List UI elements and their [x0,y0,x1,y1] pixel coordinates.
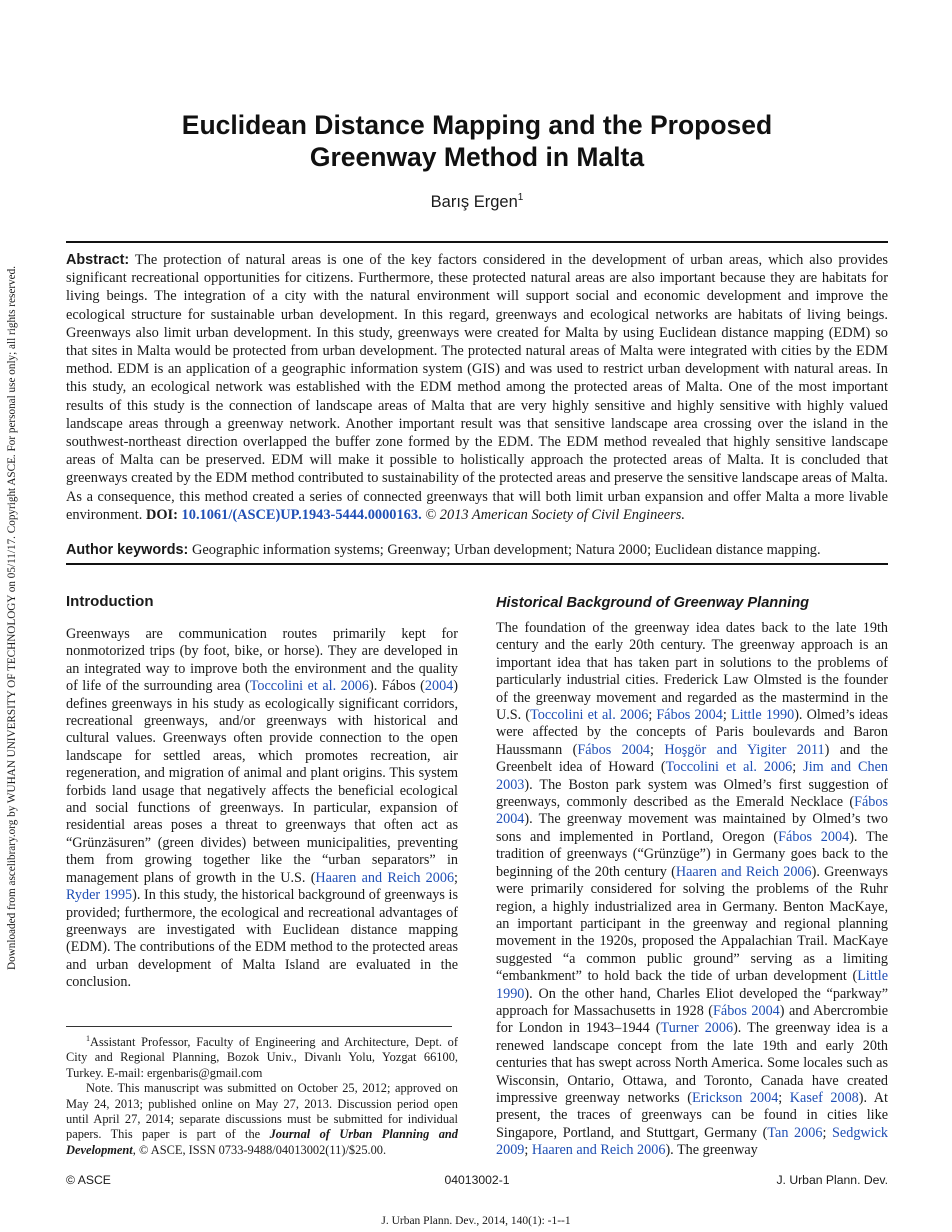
intro-text: ) defines greenways in his study as ecologically significant corridors, recreational greenways, and/or greenways with historical and cultural values. Greenways often provide connection to the open landscape for settled areas, which promotes recreation, air regeneration, and migration of animal and plant origins. This system forbids land usage that negatively affects the beneficial ecological and social functions of greenways. In particular, expansion of residential areas poses a threat to greenways that often act as “Grünzäsuren” (green divides) between municipalities, preventing them from growing together like the “urban separators” in management plans of growth in the U.S. ( [66,678,458,886]
intro-text: ). Fábos ( [368,678,425,695]
introduction-paragraph [66,626,458,992]
footnote-divider [66,1026,452,1027]
citation-link[interactable]: Little 1990 [496,968,888,1002]
doi-link[interactable]: 10.1061/(ASCE)UP.1943-5444.0000163. [181,506,422,523]
author [66,192,888,212]
history-text: ). The greenway movement was maintained by Olmed’s two sons and implemented in Portland, Oregon ( [496,811,888,845]
title-line-2: Greenway Method in Malta [309,142,645,172]
history-text: ) and Abercrombie for London in 1943–1944 ( [496,1002,888,1037]
history-text: ). At present, the traces of greenways can be found in cities like Singapore, Portland, and Stuttgart, Germany ( [496,1089,888,1141]
keywords-label: Author keywords: [66,542,189,558]
download-notice [0,0,20,1232]
citation-link[interactable]: Haaren and Reich 2006 [675,863,812,880]
historical-background-paragraph [496,620,888,1160]
citation-link[interactable]: Haaren and Reich 2006 [531,1142,666,1159]
historical-background-heading: Historical Background of Greenway Planning [496,595,810,611]
download-notice-text: Downloaded from ascelibrary.org by WUHAN UNIVERSITY OF TECHNOLOGY on 05/11/17. Copyright ASCE. For personal use only; all rights reserved. [6,266,18,970]
author-name: Barış Ergen [430,193,518,211]
citation-link[interactable]: Hoşgör and Yigiter 2011 [664,741,825,758]
paper-title [66,109,888,173]
citation-link[interactable]: Toccolini et al. 2006 [665,759,793,776]
history-text: ). The greenway idea is a renewed landscape concept from the late 19th and early 20th centuries that has swept across North America. Some locales such as Wisconsin, Ontario, Ottawa, and Toronto, Canada have created impressive greenway networks ( [496,1020,888,1106]
intro-text: ; [454,869,458,886]
history-text: ; [650,741,665,758]
citation-link[interactable]: Little 1990 [730,707,795,724]
citation-link[interactable]: Fábos 2004 [778,828,850,845]
history-text: ; [648,707,657,724]
keywords-divider [66,563,888,565]
citation-link[interactable]: Ryder 1995 [66,887,133,904]
submission-note [66,1081,458,1158]
footnote-text: Assistant Professor, Faculty of Engineering and Architecture, Dept. of City and Regional Planning, Bozok Univ., Divanlı Yolu, Yozgat 66100, Turkey. E-mail: ergenbaris@gmail.com [66,1035,458,1080]
top-divider [66,241,888,243]
citation-link[interactable]: 2004 [424,678,454,695]
citation-link[interactable]: Turner 2006 [660,1020,734,1037]
citation-link[interactable]: Fábos 2004 [656,707,723,724]
footnote-mark: 1 [86,1034,90,1043]
history-text: ). On the other hand, Charles Eliot developed the “parkway” approach for Massachusetts in 1928 ( [496,985,888,1019]
citation-link[interactable]: Erickson 2004 [691,1089,779,1106]
citation-link[interactable]: Tan 2006 [767,1124,823,1141]
keywords-text: Geographic information systems; Greenway; Urban development; Natura 2000; Euclidean distance mapping. [191,542,821,558]
citation-link[interactable]: Sedgwick 2009 [496,1124,888,1159]
citation-link[interactable]: Kasef 2008 [789,1089,859,1106]
history-text: ). The greenway [665,1142,758,1159]
history-text: ; [778,1089,790,1106]
title-line-1: Euclidean Distance Mapping and the Proposed [181,110,773,140]
history-text: ; [722,707,731,724]
intro-text: ). In this study, the historical background of greenways is provided; furthermore, the ecological and recreational advantages of greenways are investigated with Euclidean distance mapping (EDM). The contributions of the EDM method to the protected areas and urban development of Malta Island are evaluated in the conclusion. [66,887,458,991]
bottom-citation: J. Urban Plann. Dev., 2014, 140(1): -1--1 [381,1215,571,1227]
history-text: ). Greenways were primarily considered for solving the problems of the Ruhr region, a highly industrialized area in Germany. Benton MacKaye, an important participant in the greenway and regional planning movement in the 1920s, proposed the Appalachian Trail. MacKaye suggested “a common public ground” serving as a limiting “embankment” to hold back the tide of urban development ( [496,863,888,985]
citation-link[interactable]: Jim and Chen 2003 [496,759,889,793]
footnotes [66,1031,458,1158]
history-text: ; [792,759,804,776]
citation-link[interactable]: Fábos 2004 [496,794,888,828]
footer-copyright: © ASCE [66,1173,111,1187]
author-affiliation-mark: 1 [517,192,524,203]
abstract-label: Abstract: [66,252,130,268]
footer-article-number: 04013002-1 [444,1173,510,1187]
doi-label: DOI: [145,506,178,523]
page-footer [66,1173,888,1189]
history-text: ; [524,1142,532,1159]
note-text: Note. This manuscript was submitted on October 25, 2012; approved on May 24, 2013; published online on May 27, 2013. Discussion period open until April 27, 2014; separate discussions must be submitted for individual papers. This paper is part of the [66,1081,458,1142]
citation-link[interactable]: Haaren and Reich 2006 [315,869,455,886]
intro-text: Greenways are communication routes primarily kept for nonmotorized trips (by foot, bike, or horse). They are developed in an integrated way to improve both the environment and the quality of life of the surrounding area ( [66,626,458,695]
note-text: , © ASCE, ISSN 0733-9488/04013002(11)/$25.00. [132,1142,387,1157]
author-keywords [66,541,888,559]
citation-link[interactable]: Fábos 2004 [577,741,651,758]
history-text: ; [822,1124,833,1141]
introduction-heading: Introduction [66,593,154,610]
history-text: ). The Boston park system was Olmed’s first suggestion of greenways, commonly described as the Emerald Necklace ( [496,776,888,811]
abstract [66,251,888,524]
history-text: The foundation of the greenway idea dates back to the late 19th century and the early 20th century. The greenway approach is an important idea that has taken part in solutions to the problems of particularly industrial cities. Frederick Law Olmsted is the founder of the greenway movement and regarded as the mastermind in the U.S. ( [496,620,888,724]
citation-link[interactable]: Toccolini et al. 2006 [530,707,649,724]
citation-link[interactable]: Fábos 2004 [713,1002,780,1019]
history-text: ) and the Greenbelt idea of Howard ( [496,741,888,776]
citation-link[interactable]: Toccolini et al. 2006 [249,678,369,695]
footer-journal: J. Urban Plann. Dev. [776,1173,888,1187]
journal-name: Journal of Urban Planning and Development [66,1127,458,1157]
abstract-text: The protection of natural areas is one of the key factors considered in the development of urban areas, which also provides significant recreational opportunities for citizens. Furthermore, these protected natural areas are also important because they are habitats for living beings. The integration of a city with the natural environment will support social and economic development and improve the ecological structure for sustainable urban development. In this regard, greenways and ecological networks are habitats of living beings. Greenways also limit urban development. In this study, greenways were created for Malta by using Euclidean distance mapping (EDM) so that sites in Malta would be protected from urban development. The protected natural areas of Malta were integrated with cities by the EDM method. EDM is an application of a geographic information system (GIS) and was used to restrict urban development with natural areas. In this study, an ecological network was established with the EDM method among the protected areas of Malta. One of the most important results of this study is the connection of landscape areas of Malta that are very highly sensitive and highly sensitive with highly valued landscape areas through a greenway network. Another important result was that sensitive landscape area crossing over the island in the southwest-northeast direction overlapped the buffer zone formed by the EDM. The EDM method revealed that highly sensitive landscape areas of Malta can be preserved. EDM will make it possible to holistically approach the protected areas of Malta. It is concluded that greenways created by the EDM method contributed to sustainability of the protected areas and preserve the sensitive landscape areas of Malta. As a consequence, this method created a series of connected greenways that will both limit urban expansion and offer Malta a more livable environment. [66,252,888,523]
history-text: ). The tradition of greenways (“Grünzüge”) in Germany goes back to the beginning of the 20th century ( [496,828,888,880]
history-text: ). Olmed’s ideas were affected by the concepts of Paris boulevards and Baron Haussmann ( [496,707,888,758]
abstract-copyright: © 2013 American Society of Civil Engineers. [425,506,685,523]
affiliation-footnote [66,1031,458,1081]
